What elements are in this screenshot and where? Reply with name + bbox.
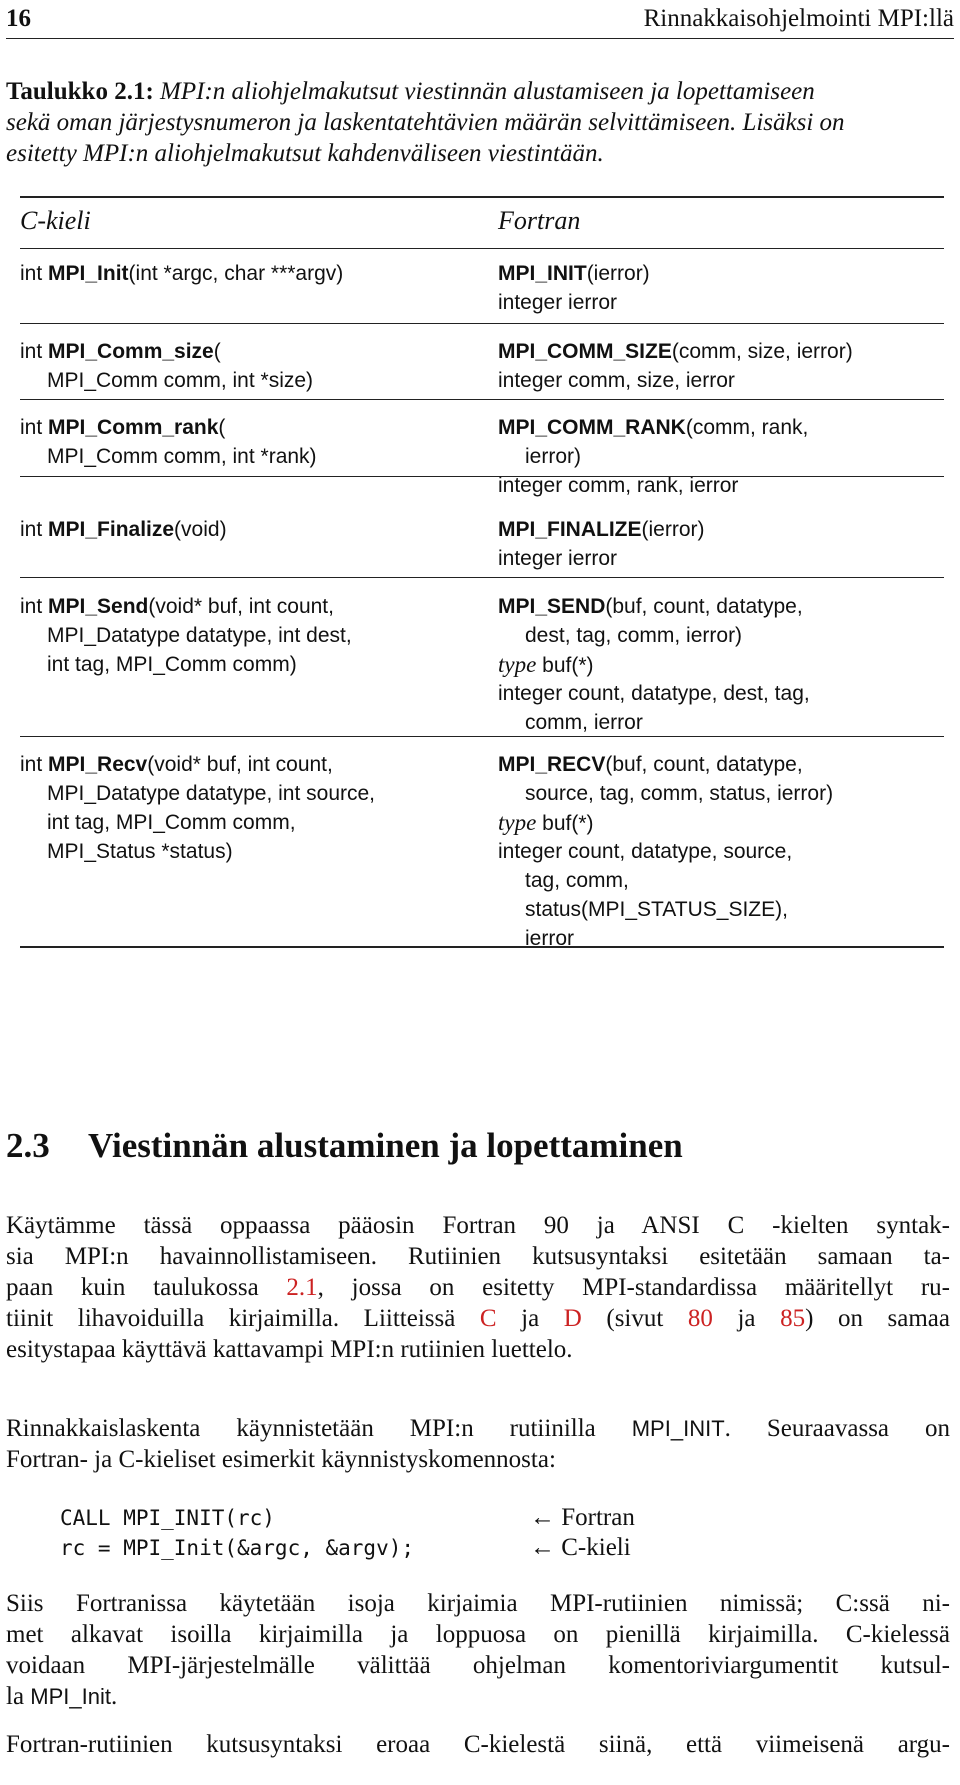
signature-line: int tag, MPI_Comm comm) [47,653,297,676]
routine-name: MPI_SEND [498,595,606,618]
signature-line: MPI_Comm comm, int *rank) [47,445,317,468]
routine-name: MPI_Send [48,595,149,618]
signature-line: int MPI_Init(int *argc, char ***argv) [20,262,344,285]
paragraph [6,1729,950,1760]
signature-line: type buf(*) [498,810,594,835]
code-source: CALL MPI_INIT(rc) [60,1506,275,1530]
paragraph-line: voidaan MPI-järjestelmälle välittää ohjelman komentoriviargumentit kutsul- [6,1652,950,1679]
caption-line: MPI:n aliohjelmakutsut viestinnän alustamiseen ja lopettamiseen [153,78,815,105]
row-rule [20,946,944,948]
row-rule [20,476,944,477]
signature-line: integer ierror [498,291,618,314]
signature-line: MPI_COMM_RANK(comm, rank, [498,416,809,439]
page-80-link[interactable]: 80 [687,1305,713,1332]
signature-line: integer comm, size, ierror [498,369,735,392]
type-keyword: type [498,810,537,835]
paragraph-line: Fortran- ja C-kieliset esimerkit käynnistyskomennosta: [6,1446,556,1473]
paragraph-line: sia MPI:n havainnollistamiseen. Rutiinien kutsusyntaksi esitetään samaan ta- [6,1243,950,1270]
routine-name: MPI_Comm_size [48,340,214,363]
type-keyword: type [498,652,537,677]
paragraph-line: Siis Fortranissa käytetään isoja kirjaimia MPI-rutiinien nimissä; C:ssä ni- [6,1590,950,1617]
column-header-c: C-kieli [20,206,91,235]
paragraph-line: paan kuin taulukossa 2.1, jossa on esitetty MPI-standardissa määritellyt ru- [6,1274,950,1301]
paragraph-line: tiinit lihavoiduilla kirjaimilla. Liitteissä C ja D (sivut 80 ja 85) on samaa [6,1305,950,1332]
signature-line: MPI_RECV(buf, count, datatype, [498,753,803,776]
page-header [6,4,954,34]
paragraph [6,1413,950,1475]
paragraph-line: Rinnakkaislaskenta käynnistetään MPI:n rutiinilla MPI_INIT. Seuraavassa on [6,1415,950,1442]
paragraph-line: la MPI_Init. [6,1683,118,1710]
paragraph-line: Käytämme tässä oppaassa pääosin Fortran 90 ja ANSI C -kielten syntak- [6,1212,950,1239]
fortran-signature-cell [498,750,833,953]
caption-label: Taulukko 2.1: [6,78,154,105]
appendix-d-link[interactable]: D [563,1305,582,1332]
inline-code: MPI_Init [30,1684,111,1709]
signature-line: source, tag, comm, status, ierror) [525,782,834,805]
paragraph [6,1210,950,1365]
code-line [60,1533,900,1563]
column-header-fortran: Fortran [498,206,581,235]
header-rule [6,38,954,39]
code-source: rc = MPI_Init(&argc, &argv); [60,1536,415,1560]
signature-line: integer comm, rank, ierror [498,474,739,497]
signature-line: int MPI_Comm_size( [20,340,221,363]
routine-name: MPI_Init [48,262,129,285]
page-85-link[interactable]: 85 [780,1305,806,1332]
signature-line: ierror [525,927,575,950]
c-signature-cell [20,592,352,679]
paragraph-line: esitystapaa käyttävä kattavampi MPI:n rutiinien luettelo. [6,1336,573,1363]
appendix-c-link[interactable]: C [479,1305,497,1332]
page-number: 16 [6,5,31,32]
c-signature-cell [20,750,375,866]
signature-line: tag, comm, [525,869,629,892]
table-header-rule [20,248,944,249]
signature-line: ierror) [525,445,581,468]
fortran-signature-cell [498,413,808,500]
code-example [60,1503,900,1563]
c-signature-cell [20,337,313,395]
row-rule [20,577,944,578]
section-heading [6,1124,683,1168]
signature-line: int MPI_Send(void* buf, int count, [20,595,334,618]
row-rule [20,736,944,737]
c-signature-cell [20,413,317,471]
fortran-signature-cell [498,259,650,317]
fortran-signature-cell [498,592,810,737]
signature-line: MPI_Comm comm, int *size) [47,369,314,392]
signature-line: int MPI_Recv(void* buf, int count, [20,753,333,776]
c-signature-cell [20,259,343,288]
signature-line: MPI_Datatype datatype, int source, [47,782,376,805]
routine-name: MPI_COMM_RANK [498,416,686,439]
code-annotation: ← C-kieli [530,1534,631,1561]
routine-name: MPI_COMM_SIZE [498,340,672,363]
row-rule [20,323,944,324]
signature-line: status(MPI_STATUS_SIZE), [525,898,788,921]
signature-line: comm, ierror [525,711,643,734]
fortran-signature-cell [498,515,705,573]
running-title: Rinnakkaisohjelmointi MPI:llä [643,5,954,32]
signature-line: MPI_Datatype datatype, int dest, [47,624,352,647]
routine-name: MPI_INIT [498,262,587,285]
signature-line: MPI_Status *status) [47,840,233,863]
signature-line: int tag, MPI_Comm comm, [47,811,296,834]
fortran-signature-cell [498,337,853,395]
row-rule [20,399,944,400]
code-annotation: ← Fortran [530,1504,635,1531]
signature-line: int MPI_Finalize(void) [20,518,227,541]
signature-line: MPI_FINALIZE(ierror) [498,518,705,541]
signature-line: type buf(*) [498,652,594,677]
routine-name: MPI_FINALIZE [498,518,642,541]
paragraph [6,1588,950,1712]
caption-line: sekä oman järjestysnumeron ja laskentatehtävien määrän selvittämiseen. Lisäksi on [6,109,845,136]
signature-line: dest, tag, comm, ierror) [525,624,743,647]
signature-line: MPI_SEND(buf, count, datatype, [498,595,803,618]
signature-line: integer count, datatype, source, [498,840,793,863]
caption-line: esitetty MPI:n aliohjelmakutsut kahdenväliseen viestintään. [6,140,604,167]
routine-name: MPI_RECV [498,753,606,776]
routine-name: MPI_Recv [48,753,148,776]
section-number: 2.3 [6,1126,50,1165]
signature-line: integer count, datatype, dest, tag, [498,682,810,705]
section-title: Viestinnän alustaminen ja lopettaminen [88,1126,683,1165]
paragraph-line: Fortran-rutiinien kutsusyntaksi eroaa C-kielestä siinä, että viimeisenä argu- [6,1731,950,1758]
code-line [60,1503,900,1533]
routine-name: MPI_Comm_rank [48,416,219,439]
c-signature-cell [20,515,227,544]
inline-code: MPI_INIT [631,1416,725,1441]
signature-line: integer ierror [498,547,618,570]
routine-name: MPI_Finalize [48,518,175,541]
table-top-rule [20,196,944,198]
paragraph-line: met alkavat isoilla kirjaimilla ja loppuosa on pienillä kirjaimilla. C-kielessä [6,1621,950,1648]
signature-line: MPI_COMM_SIZE(comm, size, ierror) [498,340,853,363]
table-caption [6,76,954,169]
table-ref-link[interactable]: 2.1 [286,1274,318,1301]
signature-line: MPI_INIT(ierror) [498,262,650,285]
signature-line: int MPI_Comm_rank( [20,416,226,439]
